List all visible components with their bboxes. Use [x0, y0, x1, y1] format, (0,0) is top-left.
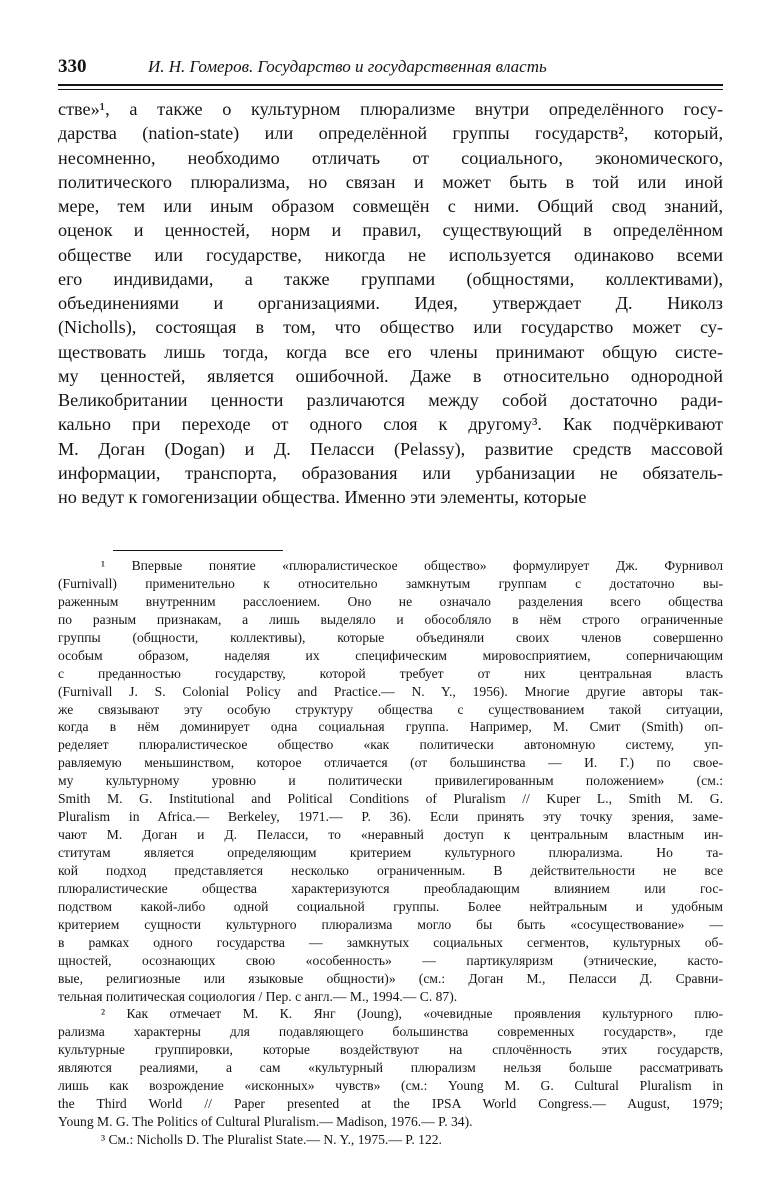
footnote-line: (Furnivall) применительно к относительно замкнутым группам с достаточно вы- [58, 575, 723, 591]
footnote-line: ределяет плюралистическое общество «как политически автономную систему, уп- [58, 737, 723, 753]
main-text [58, 97, 723, 509]
body-line: обществе или государстве, никогда не используется одинаково всеми [58, 244, 723, 265]
body-line: информации, транспорта, образования или урбанизации не обязатель- [58, 462, 723, 483]
footnote-line: ститутам является определяющим критерием культурного плюрализма. Но та- [58, 845, 723, 860]
footnote-line: ² Как отмечает М. К. Янг (Joung), «очевидные проявления культурного плю- [101, 1006, 723, 1022]
footnote-line: подством какой-либо одной социальной группы. Более нейтральным и удобным [58, 898, 723, 914]
footnote-line: группы (общности, коллективы), которые объединяли своих членов совершенно [58, 629, 723, 645]
footnote-separator [113, 550, 283, 551]
footnote-line: the Third World // Paper presented at the IPSA World Congress.— August, 1979; [58, 1096, 723, 1112]
footnote-line: критерием сущности культурного плюрализма могло бы быть «сосуществование» — [58, 916, 723, 932]
footnote-line: кой подход представляется несколько ограниченным. В действительности не все [58, 862, 723, 878]
page-number: 330 [58, 56, 87, 77]
footnote-line: тельная политическая социология / Пер. с англ.— М., 1994.— С. 87). [58, 988, 458, 1004]
footnote-line: вые, религиозные или языковые общности)» (см.: Доган М., Пеласси Д. Сравни- [58, 970, 723, 986]
footnote-line: являются реалиями, а сам «культурный плюрализм нельзя больше рассматривать [58, 1060, 723, 1076]
body-line: ществовать лишь тогда, когда все его члены принимают общую систе- [58, 341, 723, 362]
footnotes [58, 557, 723, 1149]
body-line: объединениями и организациями. Идея, утверждает Д. Николз [58, 293, 723, 313]
header-rule-thin [58, 89, 723, 90]
footnote-line: чают М. Доган и Д. Пеласси, то «неравный доступ к центральным властным ин- [58, 827, 723, 843]
body-line: (Nicholls), состоящая в том, что общество или государство может су- [58, 317, 723, 338]
footnote-line: с преданностью государству, которой требует от них центральная власть [58, 665, 723, 681]
body-line: М. Доган (Dogan) и Д. Пеласси (Pelassy), развитие средств массовой [58, 438, 723, 459]
body-line: му ценностей, является ошибочной. Даже в относительно однородной [58, 365, 723, 386]
body-line: дарства (nation-state) или определённой группы государств², который, [58, 123, 723, 144]
footnote-line: (Furnivall J. S. Colonial Policy and Practice.— N. Y., 1956). Многие другие авторы так- [58, 683, 723, 699]
footnote-line: же связывают эту особую структуру общества с существованием такой ситуации, [58, 701, 723, 717]
body-line: кально при переходе от одного слоя к другому³. Как подчёркивают [58, 414, 723, 435]
footnote-line: культурные группировки, которые воздействуют на сплочённость этих государств, [58, 1042, 723, 1058]
footnote-line: по разным признакам, а лишь выделяло и обособляло в нём строго ограниченные [58, 611, 723, 627]
body-line: оценок и ценностей, норм и правил, существующий в определённом [58, 220, 723, 241]
body-line: но ведут к гомогенизации общества. Именно эти элементы, которые [58, 487, 587, 507]
footnote-line: лишь как возрождение «исконных» чувств» (см.: Young M. G. Cultural Pluralism in [58, 1078, 723, 1094]
footnote-line: плюралистические общества характеризуются преобладающим влиянием или гос- [58, 880, 723, 896]
footnote-line: Smith M. G. Institutional and Political Conditions of Pluralism // Kuper L., Smith M. G. [58, 791, 723, 807]
footnote-line: Pluralism in Africa.— Berkeley, 1971.— P. 36). Если принять эту точку зрения, заме- [58, 809, 723, 825]
page-header [58, 56, 723, 84]
footnote-line: рализма характерны для подавляющего большинства современных государств», где [58, 1024, 723, 1040]
body-line: политического плюрализма, но связан и может быть в той или иной [58, 171, 723, 192]
header-rule [58, 84, 723, 86]
body-line: стве»¹, а также о культурном плюрализме внутри определённого госу- [58, 99, 723, 119]
footnote-line: Young M. G. The Politics of Cultural Pluralism.— Madison, 1976.— P. 34). [58, 1114, 473, 1130]
body-line: мере, тем или иным образом совмещён с ними. Общий свод знаний, [58, 196, 723, 216]
footnote-line: особым образом, наделяя их специфическим мировосприятием, соперничающим [58, 647, 723, 663]
body-line: его индивидами, а также группами (общностями, коллективами), [58, 268, 723, 289]
footnote-line: му культурному уровню и политически привилегированным положением» (см.: [58, 773, 723, 789]
footnote-line: ³ См.: Nicholls D. The Pluralist State.— N. Y., 1975.— P. 122. [101, 1132, 442, 1147]
footnote-line: раженным внутренним расслоением. Оно не означало разделения всего общества [58, 593, 723, 609]
footnote-line: в рамках одного государства — замкнутых социальных сегментов, культурных об- [58, 934, 723, 950]
footnote-line: щностей, осознающих свою «особенность» — партикуляризм (этнические, касто- [58, 952, 723, 968]
body-line: Великобритании ценности различаются между собой достаточно ради- [58, 390, 723, 410]
footnote-line: ¹ Впервые понятие «плюралистическое общество» формулирует Дж. Фурнивол [101, 558, 723, 573]
footnote-line: равляемую меньшинством, которое отличается (от большинства — И. Г.) по свое- [58, 755, 723, 771]
running-title: И. Н. Гомеров. Государство и государственная власть [148, 57, 547, 76]
footnote-line: когда в нём доминирует одна социальная группа. Например, М. Смит (Smith) оп- [58, 719, 723, 735]
body-line: несомненно, необходимо отличать от социального, экономического, [58, 147, 723, 168]
